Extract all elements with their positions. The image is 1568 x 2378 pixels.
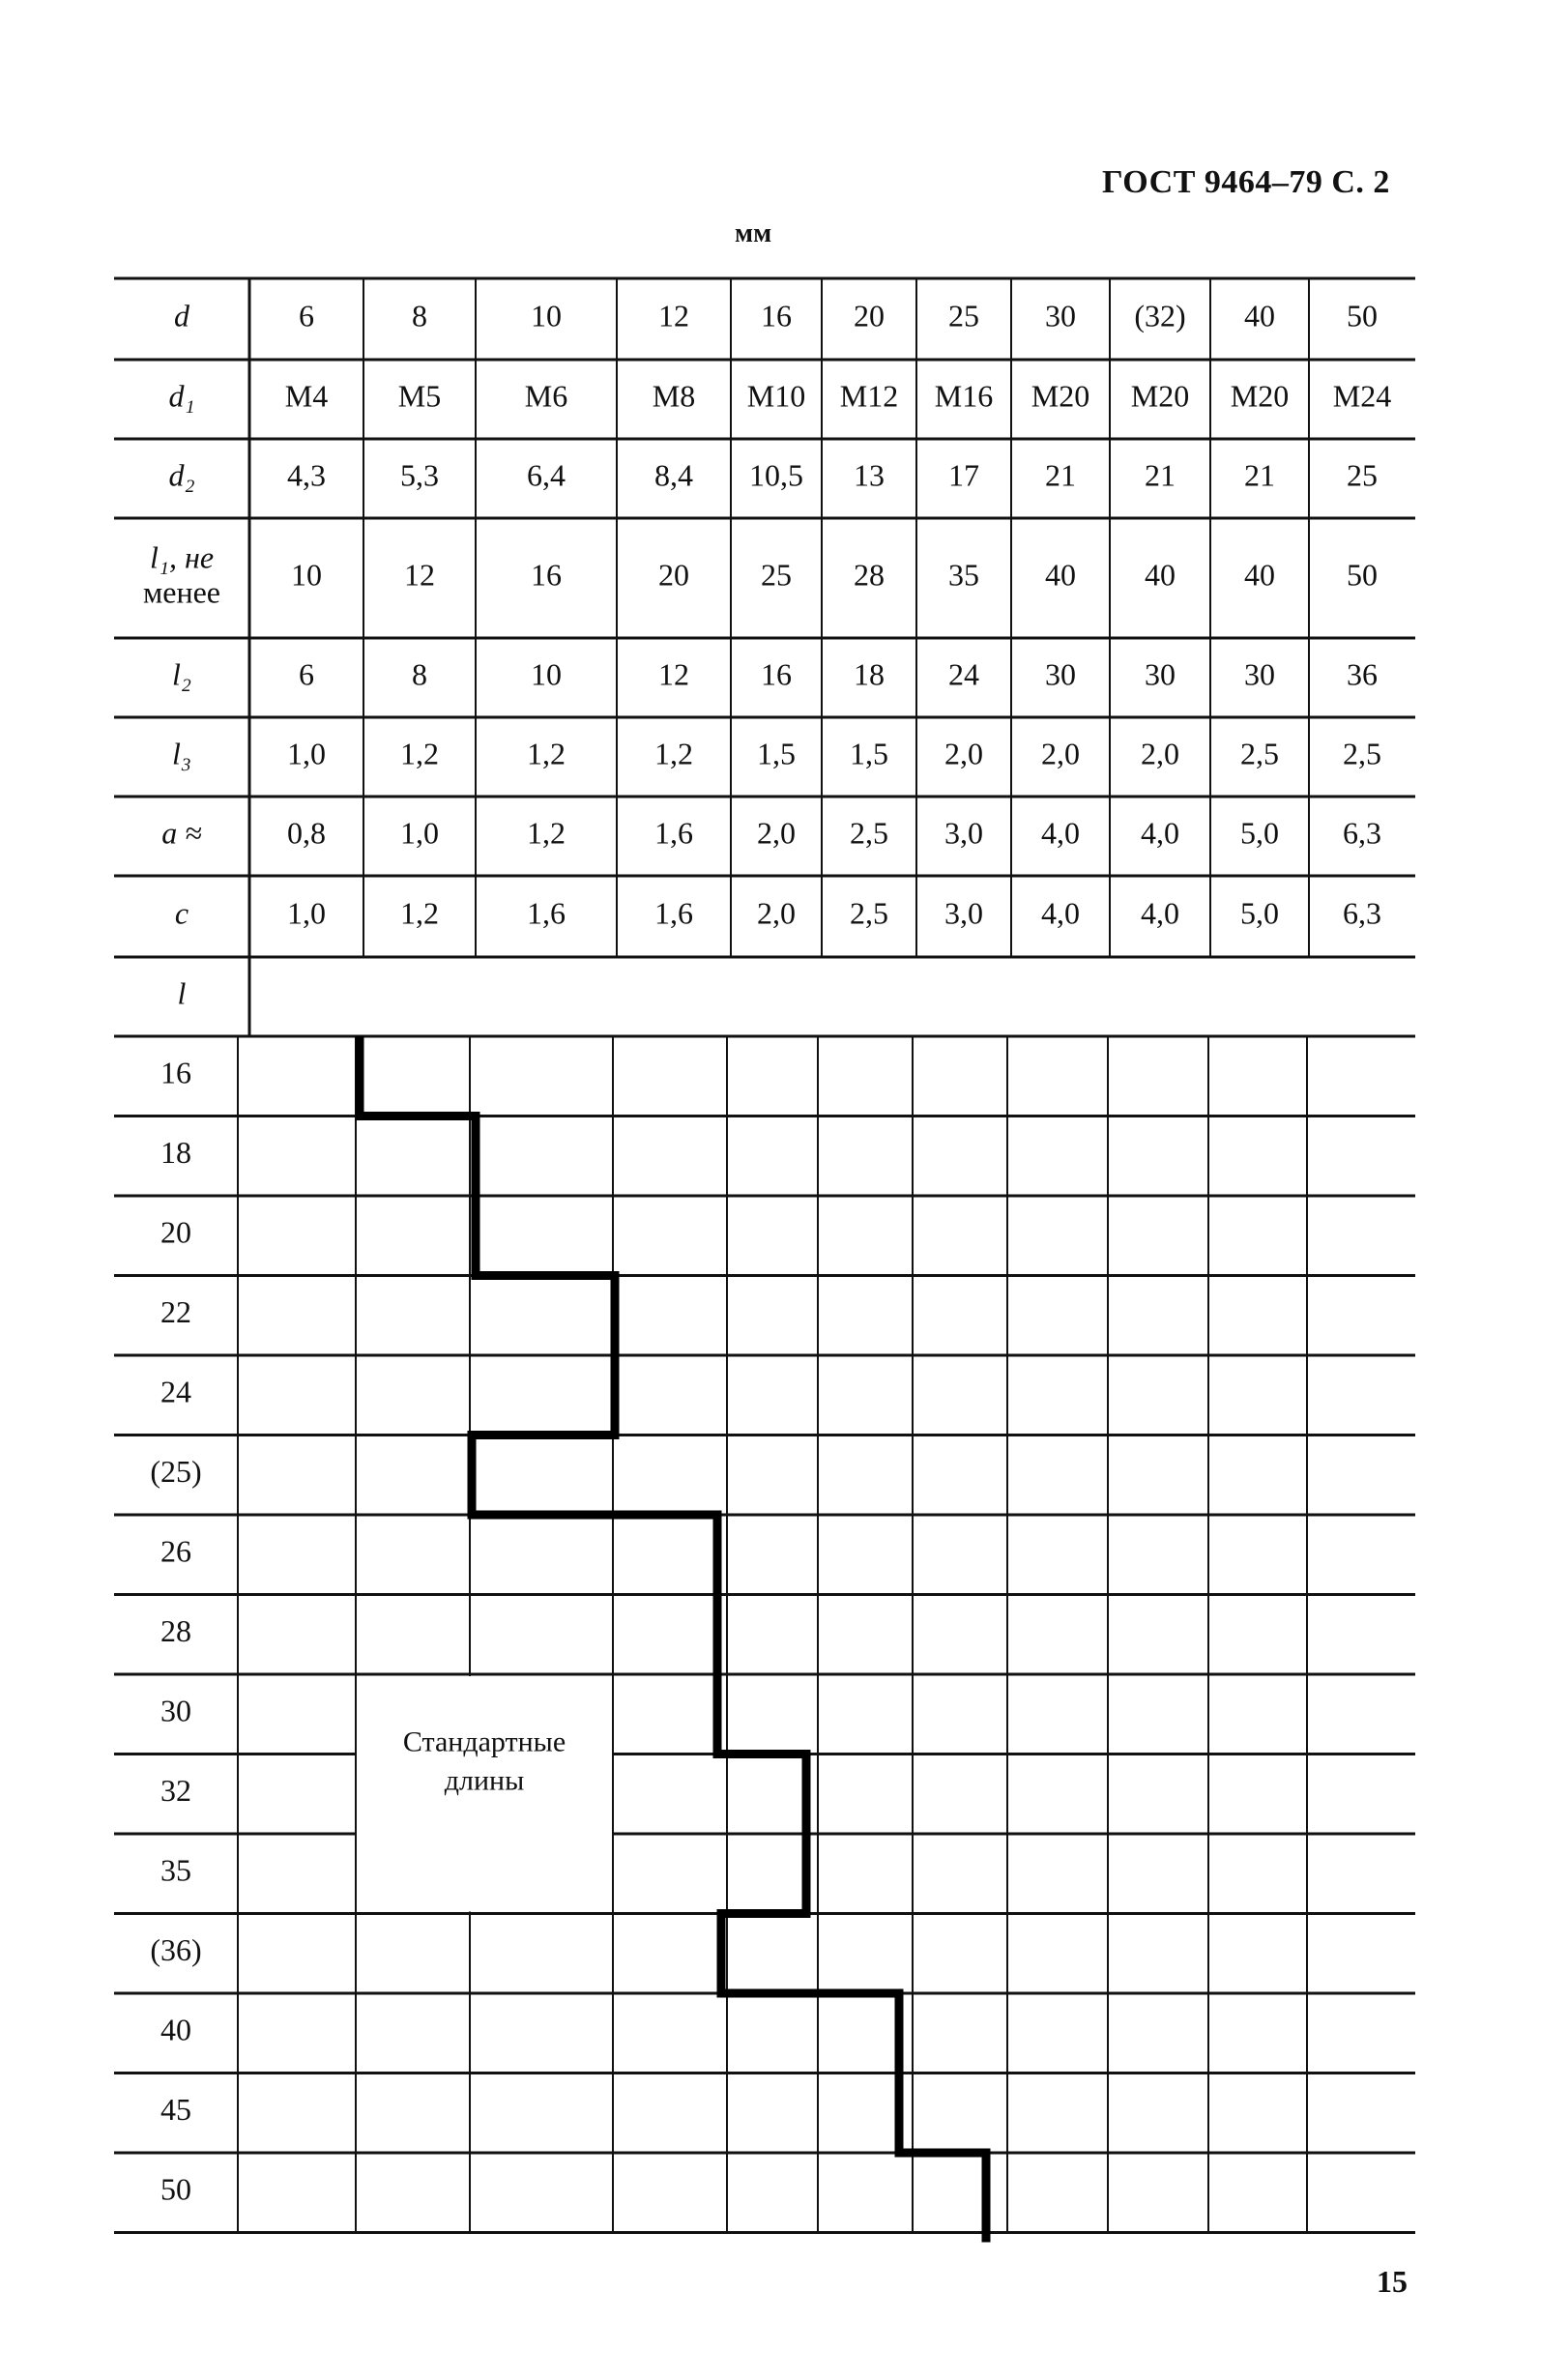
table-cell: 50 xyxy=(1347,298,1378,334)
table-cell: 4,0 xyxy=(1041,815,1080,851)
table-cell: 50 xyxy=(1347,557,1378,593)
table-cell: 20 xyxy=(658,557,689,593)
standard-lengths-label: длины xyxy=(444,1764,525,1797)
length-label: 28 xyxy=(160,1613,191,1649)
table-cell: 3,0 xyxy=(944,815,983,851)
table-cell: 24 xyxy=(948,656,979,692)
table-cell: 8,4 xyxy=(654,457,693,493)
table-cell: 12 xyxy=(658,298,689,334)
table-cell: 2,0 xyxy=(944,736,983,771)
table-cell: 36 xyxy=(1347,656,1378,692)
length-label: (25) xyxy=(150,1454,202,1490)
table-cell: 0,8 xyxy=(287,815,326,851)
table-cell: 2,0 xyxy=(1041,736,1080,771)
row-label: менее xyxy=(143,574,220,610)
table-cell: 5,3 xyxy=(400,457,439,493)
page-number: 15 xyxy=(1377,2264,1408,2299)
row-label: l₁, не xyxy=(149,539,215,575)
length-label: (36) xyxy=(150,1932,202,1968)
table-cell: 2,5 xyxy=(1240,736,1279,771)
standard-lengths-boundary xyxy=(360,1036,986,2243)
table-cell: М5 xyxy=(397,378,442,414)
table-cell: 8 xyxy=(412,298,427,334)
table-cell: 30 xyxy=(1244,656,1275,692)
row-label: c xyxy=(174,895,189,931)
table-cell: 4,0 xyxy=(1141,895,1179,931)
length-label: 30 xyxy=(160,1693,191,1728)
row-label: d₁ xyxy=(168,378,195,414)
table-cell: М20 xyxy=(1031,378,1090,414)
table-cell: 1,6 xyxy=(654,895,693,931)
table-cell: 2,5 xyxy=(850,895,888,931)
table-cell: 5,0 xyxy=(1240,895,1279,931)
table-cell: М20 xyxy=(1230,378,1290,414)
table-cell: 6 xyxy=(299,298,314,334)
table-cell: 13 xyxy=(854,457,885,493)
length-label: 24 xyxy=(160,1374,191,1409)
table-cell: 1,2 xyxy=(527,815,566,851)
table-cell: 2,5 xyxy=(850,815,888,851)
length-label: 50 xyxy=(160,2171,191,2207)
table-cell: 1,2 xyxy=(400,895,439,931)
table-cell: 16 xyxy=(531,557,562,593)
table-cell: М16 xyxy=(934,378,994,414)
row-label: l₂ xyxy=(171,656,192,692)
table-cell: 2,0 xyxy=(757,815,796,851)
table-cell: 18 xyxy=(854,656,885,692)
table-cell: 6 xyxy=(299,656,314,692)
table-cell: 1,6 xyxy=(654,815,693,851)
table-cell: 40 xyxy=(1145,557,1176,593)
row-label: d xyxy=(174,298,189,334)
table-cell: 20 xyxy=(854,298,885,334)
table-cell: 1,0 xyxy=(287,895,326,931)
table-cell: 1,6 xyxy=(527,895,566,931)
unit-label: мм xyxy=(735,218,772,248)
table-cell: 10 xyxy=(291,557,322,593)
table-cell: 4,0 xyxy=(1141,815,1179,851)
table-cell: М12 xyxy=(839,378,899,414)
table-cell: М20 xyxy=(1130,378,1190,414)
length-label: 32 xyxy=(160,1773,191,1809)
length-label: 26 xyxy=(160,1533,191,1569)
table-cell: 8 xyxy=(412,656,427,692)
table-cell: 21 xyxy=(1244,457,1275,493)
row-label: l₃ xyxy=(171,736,192,771)
table-cell: М6 xyxy=(524,378,568,414)
row-label: d₂ xyxy=(168,457,195,493)
table-cell: 16 xyxy=(761,298,792,334)
table-cell: 10,5 xyxy=(749,457,803,493)
table-cell: 6,3 xyxy=(1343,895,1381,931)
table-cell: 28 xyxy=(854,557,885,593)
length-label: 22 xyxy=(160,1294,191,1330)
table-cell: 10 xyxy=(531,298,562,334)
standard-lengths-stairline xyxy=(360,1036,986,2243)
table-cell: 25 xyxy=(761,557,792,593)
standard-lengths-label: Стандартные xyxy=(402,1726,566,1758)
table-cell: 40 xyxy=(1244,557,1275,593)
table-cell: 30 xyxy=(1045,298,1076,334)
table-cell: 40 xyxy=(1045,557,1076,593)
table-cell: (32) xyxy=(1134,298,1186,334)
table-cell: 6,4 xyxy=(527,457,566,493)
table-cell: 21 xyxy=(1045,457,1076,493)
length-label: 40 xyxy=(160,2012,191,2047)
length-label: 45 xyxy=(160,2092,191,2128)
table-cell: 4,0 xyxy=(1041,895,1080,931)
table-cells xyxy=(143,298,1391,2206)
table-cell: 1,2 xyxy=(527,736,566,771)
row-label: a ≈ xyxy=(161,815,202,851)
length-label: 18 xyxy=(160,1135,191,1171)
table-cell: М8 xyxy=(652,378,696,414)
table-cell: 35 xyxy=(948,557,979,593)
table-cell: 25 xyxy=(1347,457,1378,493)
table-cell: 2,5 xyxy=(1343,736,1381,771)
table-cell: М24 xyxy=(1332,378,1392,414)
table-cell: 1,2 xyxy=(654,736,693,771)
table-cell: 16 xyxy=(761,656,792,692)
table-cell: 30 xyxy=(1145,656,1176,692)
table-cell: 1,2 xyxy=(400,736,439,771)
table-cell: 25 xyxy=(948,298,979,334)
table-cell: 21 xyxy=(1145,457,1176,493)
length-header: l xyxy=(177,975,187,1011)
table-cell: 2,0 xyxy=(757,895,796,931)
table-cell: 10 xyxy=(531,656,562,692)
table-cell: 3,0 xyxy=(944,895,983,931)
table-cell: 1,0 xyxy=(287,736,326,771)
length-label: 16 xyxy=(160,1055,191,1090)
table-cell: 30 xyxy=(1045,656,1076,692)
table-cell: 12 xyxy=(404,557,435,593)
table-cell: М4 xyxy=(284,378,329,414)
table-cell: М10 xyxy=(746,378,806,414)
table-cell: 4,3 xyxy=(287,457,326,493)
table-cell: 1,5 xyxy=(850,736,888,771)
length-label: 35 xyxy=(160,1852,191,1888)
table-cell: 40 xyxy=(1244,298,1275,334)
length-label: 20 xyxy=(160,1214,191,1250)
table-cell: 1,5 xyxy=(757,736,796,771)
table-cell: 17 xyxy=(948,457,979,493)
table-cell: 5,0 xyxy=(1240,815,1279,851)
table-cell: 6,3 xyxy=(1343,815,1381,851)
table-cell: 1,0 xyxy=(400,815,439,851)
table-cell: 12 xyxy=(658,656,689,692)
table-cell: 2,0 xyxy=(1141,736,1179,771)
document-header: ГОСТ 9464–79 С. 2 xyxy=(1102,164,1390,200)
